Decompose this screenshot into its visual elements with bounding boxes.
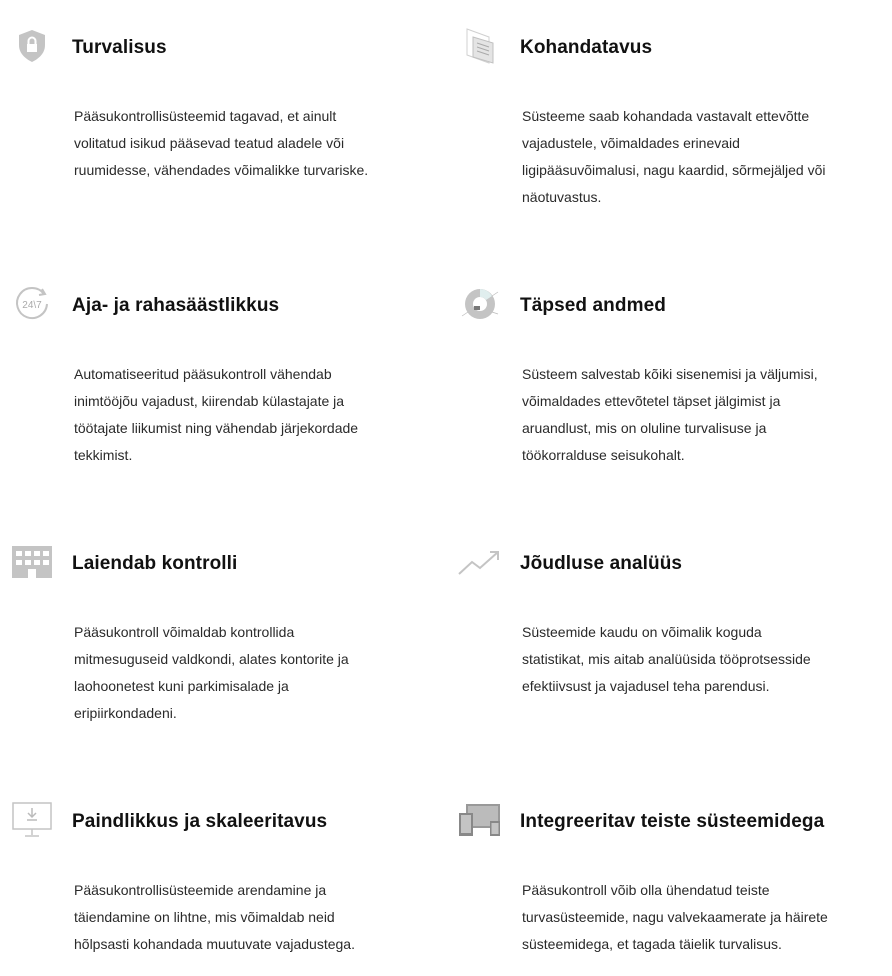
description-line: Pääsukontroll võib olla ühendatud teiste [522,882,770,898]
description-line: turvasüsteemide, nagu valvekaamerate ja häirete [522,909,828,925]
feature-description [74,877,404,958]
description-line: täiendamine on lihtne, mis võimaldab neid [74,909,335,925]
feature-title: Integreeritav teiste süsteemidega [520,811,825,832]
description-line: eripiirkondadeni. [74,705,177,721]
description-line: süsteemidega, et tagada täielik turvalisus. [522,936,782,952]
description-line: laohoonetest kuni parkimisalade ja [74,678,289,694]
description-line: ruumidesse, vähendades võimalikke turvariske. [74,162,369,178]
description-line: näotuvastus. [522,189,602,205]
feature-title: Paindlikkus ja skaleeritavus [72,811,328,832]
description-line: Pääsukontroll võimaldab kontrollida [74,624,295,640]
donut-chart-icon [458,282,502,326]
description-line: Süsteem salvestab kõiki sisenemisi ja väljumisi, [522,366,818,382]
description-line: Pääsukontrollisüsteemide arendamine ja [74,882,327,898]
description-line: töötajate liikumist ning vähendab järjekordade [74,420,359,436]
monitor-download-icon [10,798,54,842]
feature-description [74,361,404,469]
shield-lock-icon [10,24,54,68]
description-line: aruandlust, mis on oluline turvalisuse ja [522,420,767,436]
description-line: mitmesuguseid valdkondi, alates kontorite ja [74,651,349,667]
description-line: Süsteemide kaudu on võimalik koguda [522,624,762,640]
feature-description [74,103,404,184]
feature-description [522,619,852,700]
feature-title: Aja- ja rahasäästlikkus [72,295,280,316]
devices-icon [458,798,502,842]
feature-description [522,103,852,211]
description-line: Automatiseeritud pääsukontroll vähendab [74,366,332,382]
feature-title: Jõudluse analüüs [520,553,683,574]
description-line: võimaldades ettevõtetel täpset jälgimist ja [522,393,781,409]
description-line: töökorralduse seisukohalt. [522,447,685,463]
description-line: vajadustele, võimaldades erinevaid [522,135,740,151]
description-line: efektiivsust ja vajadusel teha parendusi. [522,678,770,694]
customize-panel-icon [458,24,502,68]
feature-title: Kohandatavus [520,37,653,58]
feature-description [74,619,404,727]
building-icon [10,540,54,584]
description-line: Pääsukontrollisüsteemid tagavad, et ainult [74,108,337,124]
clock-24-7-icon [10,282,54,326]
feature-title: Turvalisus [72,37,167,58]
trend-up-icon [458,540,502,584]
description-line: tekkimist. [74,447,133,463]
feature-title: Laiendab kontrolli [72,553,238,574]
description-line: hõlpsasti kohandada muutuvate vajadustega. [74,936,355,952]
description-line: ligipääsuvõimalusi, nagu kaardid, sõrmejäljed või [522,162,826,178]
feature-title: Täpsed andmed [520,295,666,316]
description-line: volitatud isikud pääsevad teatud aladele või [74,135,345,151]
feature-description [522,877,852,958]
svg-text:24\7: 24\7 [22,300,42,311]
description-line: inimtööjõu vajadust, kiirendab külastajate ja [74,393,345,409]
feature-description [522,361,852,469]
description-line: Süsteeme saab kohandada vastavalt ettevõtte [522,108,810,124]
description-line: statistikat, mis aitab analüüsida tööprotsesside [522,651,811,667]
